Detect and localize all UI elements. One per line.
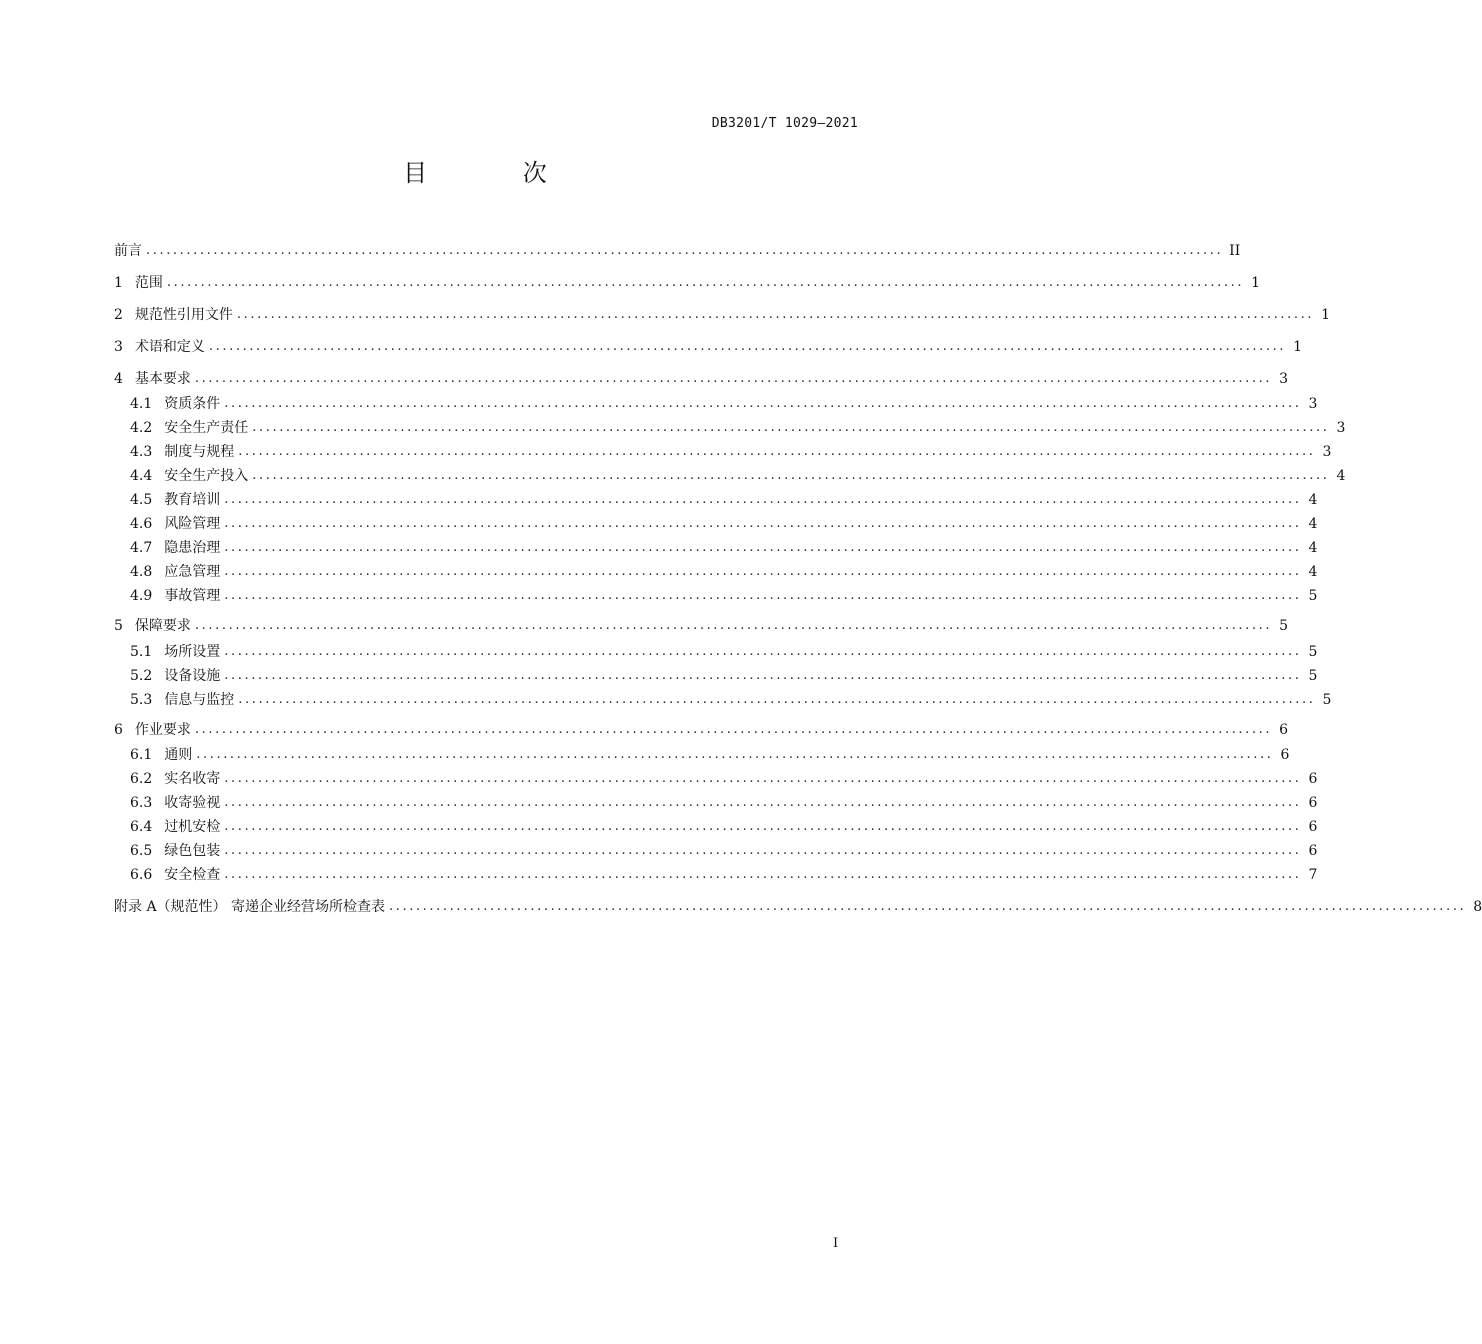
- dot-leader: ................................................................................................................................................................: [208, 339, 1287, 354]
- toc-entry-page: 3: [1336, 420, 1346, 436]
- toc-entry-page: 6: [1279, 722, 1289, 738]
- toc-entry-title: 安全生产责任: [164, 420, 249, 436]
- toc-entry-number: 1: [114, 275, 123, 291]
- toc-entry-number: 6.6: [130, 867, 153, 883]
- dot-leader: ................................................................................................................................................................: [146, 243, 1224, 258]
- toc-entry-page: 3: [1308, 396, 1318, 412]
- toc-entry-title: 场所设置: [164, 644, 221, 660]
- document-code: DB3201/T 1029—2021: [711, 116, 858, 131]
- toc-entry-title: 信息与监控: [164, 692, 235, 708]
- toc-entry[interactable]: [130, 689, 1332, 711]
- toc-entry-number: 6: [114, 722, 123, 738]
- toc-entry[interactable]: [130, 665, 1318, 687]
- dot-leader: ................................................................................................................................................................: [224, 867, 1302, 882]
- toc-entry-title: 术语和定义: [134, 339, 205, 355]
- dot-leader: ................................................................................................................................................................: [224, 396, 1302, 411]
- toc-entry-page: 1: [1251, 275, 1261, 291]
- toc-entry[interactable]: [130, 641, 1318, 663]
- toc-entry[interactable]: [130, 744, 1290, 766]
- dot-leader: ................................................................................................................................................................: [224, 588, 1302, 603]
- toc-entry[interactable]: [130, 816, 1318, 838]
- toc-entry-page: 6: [1308, 771, 1318, 787]
- toc-entry-page: 1: [1321, 307, 1331, 323]
- toc-entry-number: 2: [114, 307, 123, 323]
- toc-entry-page: 5: [1308, 588, 1318, 604]
- toc-entry-title: 隐患治理: [164, 540, 221, 556]
- toc-entry-page: 7: [1308, 867, 1318, 883]
- dot-leader: ................................................................................................................................................................: [252, 468, 1330, 483]
- toc-entry-number: 6.4: [130, 819, 153, 835]
- toc-entry-page: 4: [1336, 468, 1346, 484]
- toc-entry-number: 5.2: [130, 668, 153, 684]
- toc-entry[interactable]: [114, 615, 1289, 637]
- toc-entry-page: 5: [1322, 692, 1332, 708]
- toc-entry-page: 4: [1308, 492, 1318, 508]
- dot-leader: ................................................................................................................................................................: [224, 644, 1302, 659]
- dot-leader: ................................................................................................................................................................: [224, 564, 1302, 579]
- toc-entry-title: 前言: [114, 243, 142, 259]
- toc-entry-title: 资质条件: [164, 396, 221, 412]
- toc-entry[interactable]: [130, 792, 1318, 814]
- toc-entry-number: 4.2: [130, 420, 153, 436]
- toc-entry-number: 5: [114, 618, 123, 634]
- toc-entry-number: 4.1: [130, 396, 153, 412]
- toc-entry[interactable]: [130, 393, 1318, 415]
- dot-leader: ................................................................................................................................................................: [224, 795, 1302, 810]
- toc-entry-page: 5: [1308, 644, 1318, 660]
- toc-entry[interactable]: [114, 896, 1482, 918]
- dot-leader: ................................................................................................................................................................: [224, 668, 1302, 683]
- toc-entry-title: 附录 A（规范性） 寄递企业经营场所检查表: [114, 899, 386, 915]
- toc-entry-page: 1: [1293, 339, 1303, 355]
- toc-entry-page: 5: [1279, 618, 1289, 634]
- dot-leader: ................................................................................................................................................................: [238, 692, 1316, 707]
- toc-entry-title: 应急管理: [164, 564, 221, 580]
- toc-entry[interactable]: [114, 719, 1289, 741]
- toc-entry-number: 4: [114, 371, 123, 387]
- toc-entry[interactable]: [130, 465, 1346, 487]
- toc-entry-number: 3: [114, 339, 123, 355]
- toc-entry-title: 教育培训: [164, 492, 221, 508]
- toc-entry[interactable]: [114, 240, 1241, 262]
- toc-entry-number: 5.3: [130, 692, 153, 708]
- toc-entry-title: 通则: [164, 747, 193, 763]
- toc-entry-title: 收寄验视: [164, 795, 221, 811]
- page-title: 目 次: [403, 159, 591, 187]
- toc-entry-page: 5: [1308, 668, 1318, 684]
- dot-leader: ................................................................................................................................................................: [224, 516, 1302, 531]
- toc-entry-number: 6.5: [130, 843, 153, 859]
- dot-leader: ................................................................................................................................................................: [252, 420, 1330, 435]
- toc-entry[interactable]: [130, 513, 1318, 535]
- toc-entry-number: 6.2: [130, 771, 153, 787]
- toc-entry-number: 4.8: [130, 564, 153, 580]
- dot-leader: ................................................................................................................................................................: [194, 722, 1273, 737]
- toc-entry[interactable]: [130, 441, 1332, 463]
- toc-entry[interactable]: [130, 585, 1318, 607]
- toc-entry-number: 6.3: [130, 795, 153, 811]
- toc-entry-page: 6: [1308, 795, 1318, 811]
- toc-entry-title: 基本要求: [134, 371, 191, 387]
- toc-entry[interactable]: [130, 537, 1318, 559]
- toc-entry-title: 安全生产投入: [164, 468, 249, 484]
- dot-leader: ................................................................................................................................................................: [196, 747, 1274, 762]
- dot-leader: ................................................................................................................................................................: [224, 819, 1302, 834]
- toc-entry[interactable]: [130, 864, 1318, 886]
- toc-entry-page: 8: [1473, 899, 1482, 915]
- dot-leader: ................................................................................................................................................................: [236, 307, 1315, 322]
- dot-leader: ................................................................................................................................................................: [194, 371, 1273, 386]
- dot-leader: ................................................................................................................................................................: [224, 843, 1302, 858]
- toc-entry[interactable]: [114, 272, 1261, 294]
- toc-entry-page: 3: [1279, 371, 1289, 387]
- dot-leader: ................................................................................................................................................................: [166, 275, 1245, 290]
- toc-entry-title: 事故管理: [164, 588, 221, 604]
- toc-entry-title: 过机安检: [164, 819, 221, 835]
- dot-leader: ................................................................................................................................................................: [389, 899, 1467, 914]
- toc-entry[interactable]: [114, 304, 1331, 326]
- toc-entry-title: 绿色包装: [164, 843, 221, 859]
- dot-leader: ................................................................................................................................................................: [194, 618, 1273, 633]
- toc-entry-page: 4: [1308, 564, 1318, 580]
- toc-entry-title: 实名收寄: [164, 771, 221, 787]
- toc-entry[interactable]: [130, 768, 1318, 790]
- toc-entry[interactable]: [114, 368, 1289, 390]
- toc-entry-page: 4: [1308, 540, 1318, 556]
- dot-leader: ................................................................................................................................................................: [224, 540, 1302, 555]
- toc-entry[interactable]: [130, 561, 1318, 583]
- toc-entry-page: 6: [1280, 747, 1290, 763]
- toc-entry-number: 4.5: [130, 492, 153, 508]
- toc-entry-number: 4.9: [130, 588, 153, 604]
- toc-entry-number: 4.7: [130, 540, 153, 556]
- toc-entry[interactable]: [130, 489, 1318, 511]
- toc-entry[interactable]: [130, 417, 1346, 439]
- dot-leader: ................................................................................................................................................................: [224, 492, 1302, 507]
- toc-entry-title: 保障要求: [134, 618, 191, 634]
- dot-leader: ................................................................................................................................................................: [238, 444, 1316, 459]
- toc-entry-title: 作业要求: [134, 722, 191, 738]
- toc-entry-title: 规范性引用文件: [134, 307, 233, 323]
- toc-entry-title: 风险管理: [164, 516, 221, 532]
- toc-entry-number: 4.4: [130, 468, 153, 484]
- toc-entry-page: 6: [1308, 843, 1318, 859]
- toc-entry-title: 制度与规程: [164, 444, 235, 460]
- toc-entry-page: 3: [1322, 444, 1332, 460]
- toc-entry-number: 6.1: [130, 747, 153, 763]
- dot-leader: ................................................................................................................................................................: [224, 771, 1302, 786]
- toc-entry-number: 4.3: [130, 444, 153, 460]
- toc-entry-page: II: [1229, 243, 1241, 259]
- toc-entry-title: 设备设施: [164, 668, 221, 684]
- toc-entry[interactable]: [114, 336, 1303, 358]
- toc-entry-number: 4.6: [130, 516, 153, 532]
- toc-entry-number: 5.1: [130, 644, 153, 660]
- toc-entry[interactable]: [130, 840, 1318, 862]
- toc-entry-title: 范围: [134, 275, 163, 291]
- toc-entry-title: 安全检查: [164, 867, 221, 883]
- page-number: I: [833, 1236, 839, 1251]
- toc-entry-page: 6: [1308, 819, 1318, 835]
- toc-entry-page: 4: [1308, 516, 1318, 532]
